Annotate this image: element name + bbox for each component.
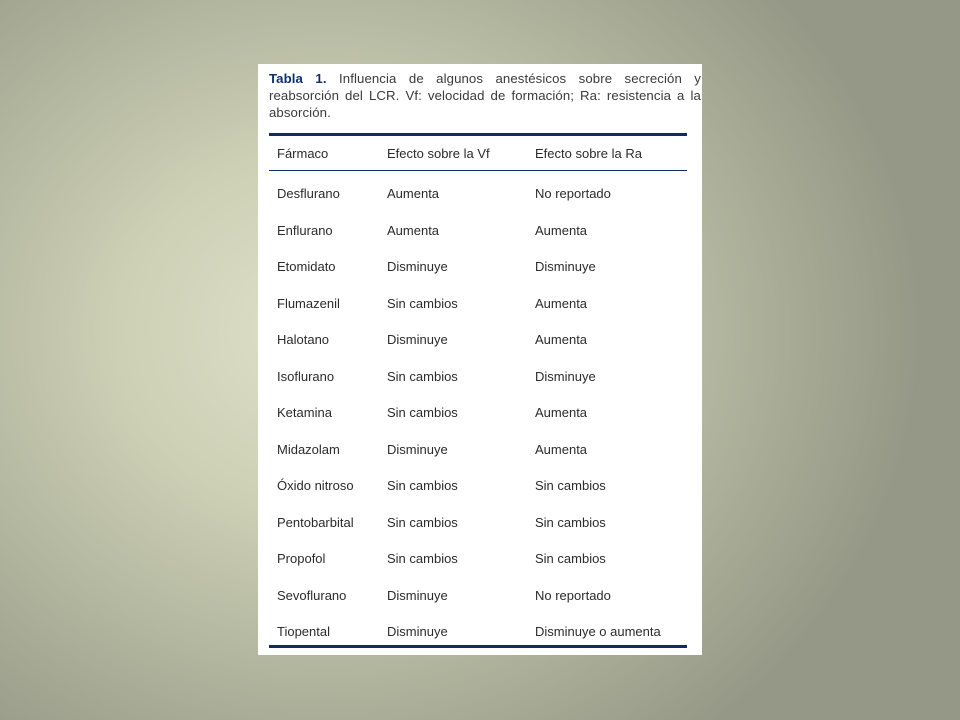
cell-vf: Sin cambios bbox=[387, 405, 458, 420]
cell-drug: Desflurano bbox=[277, 186, 340, 201]
cell-vf: Disminuye bbox=[387, 587, 448, 603]
cell-drug: Óxido nitroso bbox=[277, 478, 354, 493]
table-row bbox=[269, 359, 687, 395]
cell-ra: Disminuye bbox=[535, 259, 596, 274]
cell-ra: No reportado bbox=[535, 186, 611, 201]
cell-vf: Disminuye bbox=[387, 332, 448, 347]
table-row bbox=[269, 505, 687, 541]
cell-vf: Aumenta bbox=[387, 186, 440, 201]
cell-ra: No reportado bbox=[535, 587, 611, 603]
caption-text: Influencia de algunos anestésicos sobre secreción y reabsorción del LCR. Vf: velocidad de formación; Ra: resistencia a la absorción. bbox=[269, 71, 701, 120]
header-farmaco: Fármaco bbox=[277, 146, 329, 161]
header-efecto-ra: Efecto sobre la Ra bbox=[535, 146, 642, 161]
table-row bbox=[269, 213, 687, 249]
cell-drug: Sevoflurano bbox=[277, 587, 347, 603]
table-row bbox=[269, 395, 687, 431]
caption-lead: Tabla 1. bbox=[269, 71, 327, 86]
header-efecto-vf: Efecto sobre la Vf bbox=[387, 146, 490, 161]
cell-drug: Midazolam bbox=[277, 441, 340, 457]
cell-drug: Halotano bbox=[277, 332, 330, 347]
table-row bbox=[269, 468, 687, 504]
cell-vf: Disminuye bbox=[387, 624, 448, 639]
cell-drug: Etomidato bbox=[277, 259, 336, 274]
cell-vf: Aumenta bbox=[387, 222, 440, 238]
cell-ra: Disminuye o aumenta bbox=[535, 624, 661, 639]
cell-vf: Disminuye bbox=[387, 441, 448, 457]
cell-ra: Disminuye bbox=[535, 368, 596, 384]
table-row bbox=[269, 578, 687, 614]
table-header-row bbox=[269, 136, 687, 172]
cell-drug: Propofol bbox=[277, 551, 326, 566]
cell-drug: Isoflurano bbox=[277, 368, 335, 384]
table-caption bbox=[269, 70, 701, 121]
cell-ra: Sin cambios bbox=[535, 551, 606, 566]
table-row bbox=[269, 541, 687, 577]
cell-ra: Aumenta bbox=[535, 405, 588, 420]
cell-ra: Sin cambios bbox=[535, 478, 606, 493]
cell-vf: Sin cambios bbox=[387, 514, 458, 530]
cell-ra: Sin cambios bbox=[535, 514, 606, 530]
cell-ra: Aumenta bbox=[535, 332, 588, 347]
cell-drug: Enflurano bbox=[277, 222, 333, 238]
table-row bbox=[269, 176, 687, 212]
cell-ra: Aumenta bbox=[535, 441, 588, 457]
table-row bbox=[269, 432, 687, 468]
cell-vf: Sin cambios bbox=[387, 295, 458, 311]
cell-vf: Sin cambios bbox=[387, 368, 458, 384]
cell-drug: Flumazenil bbox=[277, 295, 340, 311]
table-row bbox=[269, 286, 687, 322]
cell-ra: Aumenta bbox=[535, 295, 588, 311]
table-row bbox=[269, 322, 687, 358]
cell-drug: Ketamina bbox=[277, 405, 332, 420]
cell-drug: Pentobarbital bbox=[277, 514, 354, 530]
table-card bbox=[258, 64, 702, 655]
cell-vf: Disminuye bbox=[387, 259, 448, 274]
table-row bbox=[269, 249, 687, 285]
cell-drug: Tiopental bbox=[277, 624, 330, 639]
cell-ra: Aumenta bbox=[535, 222, 588, 238]
cell-vf: Sin cambios bbox=[387, 478, 458, 493]
table-row bbox=[269, 614, 687, 650]
cell-vf: Sin cambios bbox=[387, 551, 458, 566]
